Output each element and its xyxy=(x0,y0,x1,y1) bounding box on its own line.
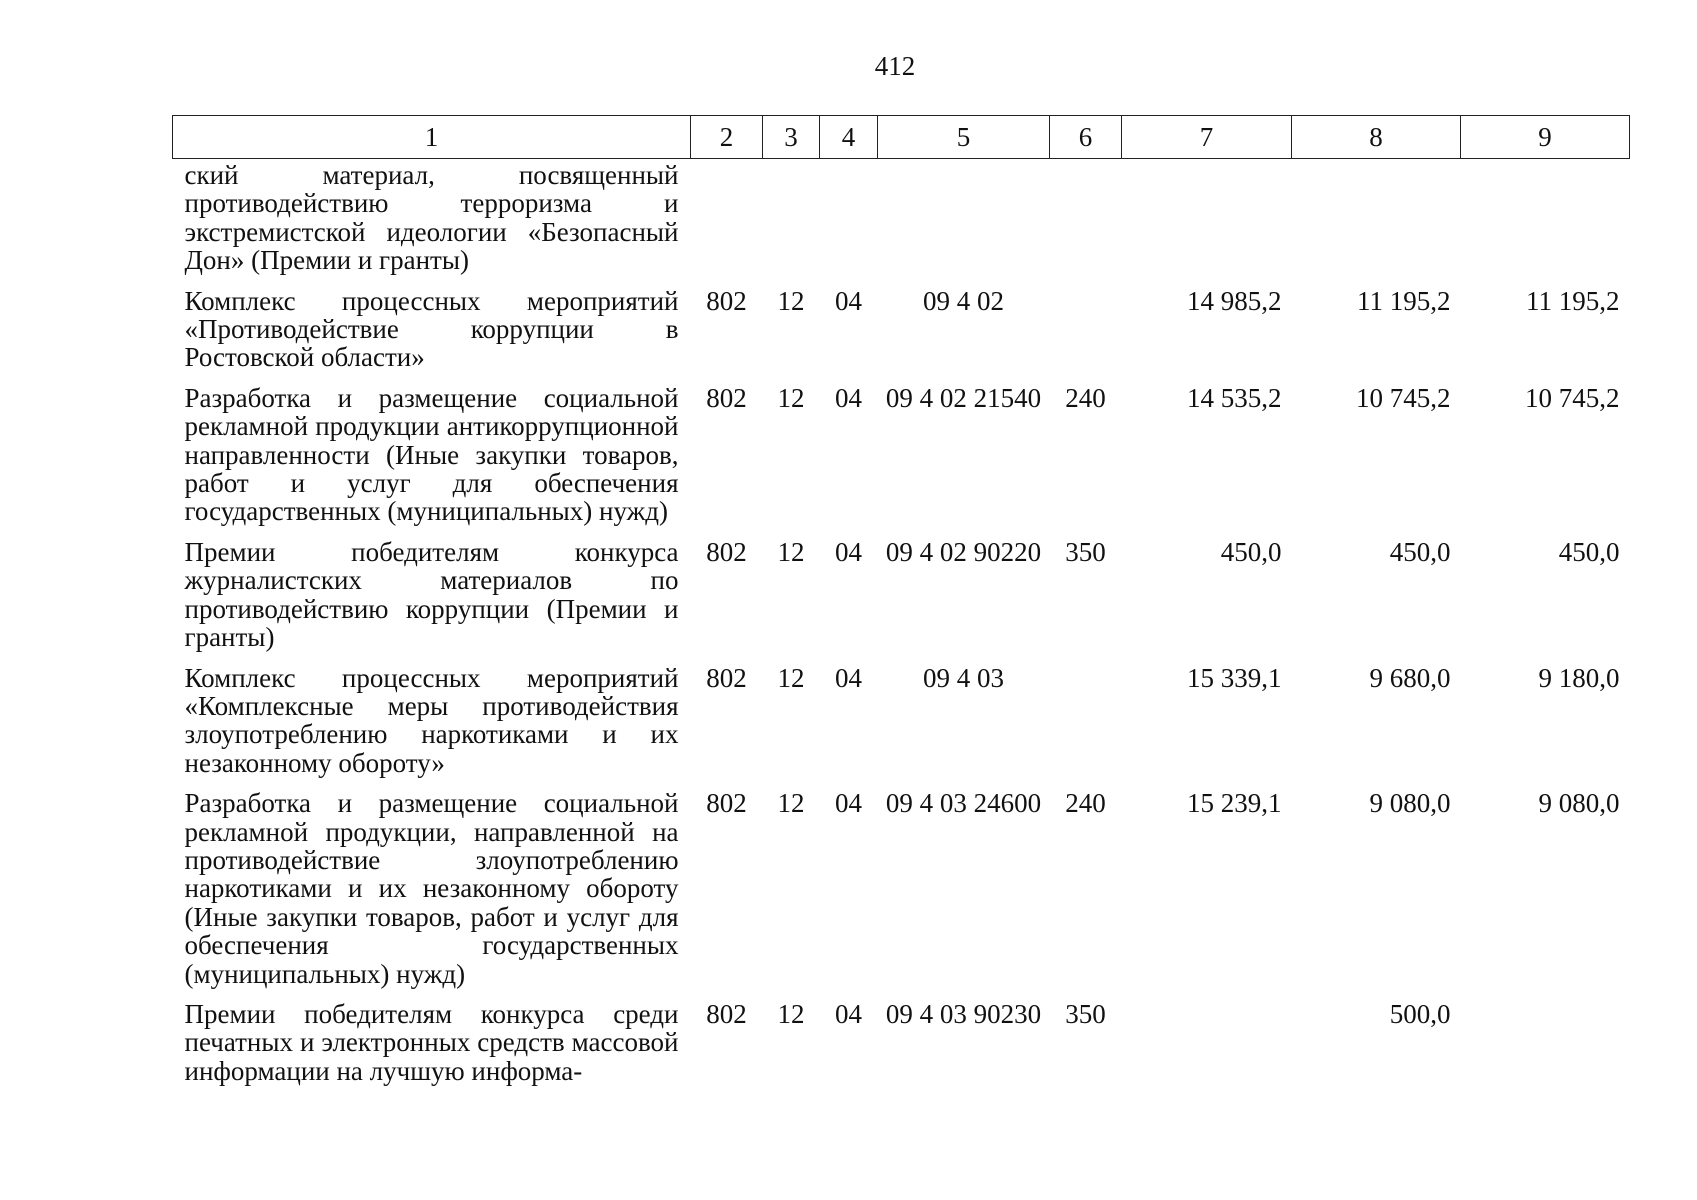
header-col-2: 2 xyxy=(691,116,763,159)
cell-section: 12 xyxy=(777,662,805,693)
cell-amount-col7: 450,0 xyxy=(1220,536,1282,567)
page-number: 412 xyxy=(874,51,916,81)
cell-subsection: 04 xyxy=(835,788,862,819)
cell-ministry-code: 802 xyxy=(706,662,747,693)
cell-subsection: 04 xyxy=(835,382,862,413)
header-col-8: 8 xyxy=(1292,116,1461,159)
cell-ministry-code: 802 xyxy=(706,788,747,819)
cell-expense-type: 350 xyxy=(1065,536,1106,567)
cell-amount-col8: 10 745,2 xyxy=(1356,382,1451,413)
table-body xyxy=(173,159,1630,1098)
row-description: Разработка и размещение социальной рекламной продукции антикоррупционной направленности (Иные закупки товаров, работ и услуг для обеспечения государственных (муниципальных) нужд) xyxy=(184,382,679,527)
header-col-3: 3 xyxy=(763,116,820,159)
cell-subsection: 04 xyxy=(835,536,862,567)
cell-section: 12 xyxy=(777,382,805,413)
cell-target-article: 09 4 02 21540 xyxy=(885,382,1042,413)
table-row xyxy=(173,538,1630,664)
header-col-4: 4 xyxy=(820,116,878,159)
cell-amount-col9 xyxy=(1461,1000,1630,1097)
cell-amount-col8: 9 680,0 xyxy=(1369,662,1451,693)
cell-ministry-code: 802 xyxy=(706,536,747,567)
table-row xyxy=(173,287,1630,384)
table-row xyxy=(173,789,1630,1000)
cell-amount-col9: 11 195,2 xyxy=(1526,285,1620,316)
header-col-6: 6 xyxy=(1050,116,1122,159)
table-row xyxy=(173,664,1630,790)
row-description: Комплекс процессных мероприятий «Комплексные меры противодействия злоупотреблению наркотиками и их незаконному обороту» xyxy=(184,662,679,778)
row-description: ский материал, посвященный противодействию терроризма и экстремистской идеологии «Безопасный Дон» (Премии и гранты) xyxy=(184,160,679,276)
table-row xyxy=(173,1000,1630,1097)
budget-table xyxy=(172,115,1630,1097)
cell-subsection xyxy=(820,159,878,287)
cell-section: 12 xyxy=(777,285,805,316)
cell-section: 12 xyxy=(777,788,805,819)
header-col-1: 1 xyxy=(173,116,691,159)
cell-amount-col7 xyxy=(1122,1000,1292,1097)
row-description: Разработка и размещение социальной рекламной продукции, направленной на противодействие злоупотреблению наркотиками и их незаконному обороту (Иные закупки товаров, работ и услуг для обеспечения государственных (муниципальных) нужд) xyxy=(184,788,679,989)
cell-expense-type: 240 xyxy=(1065,382,1106,413)
header-col-9: 9 xyxy=(1461,116,1630,159)
row-description: Премии победителям конкурса журналистских материалов по противодействию коррупции (Премии и гранты) xyxy=(184,536,679,653)
cell-ministry-code: 802 xyxy=(706,998,747,1029)
cell-expense-type: 240 xyxy=(1065,788,1106,819)
cell-section xyxy=(763,159,820,287)
cell-amount-col8: 500,0 xyxy=(1389,998,1451,1029)
cell-amount-col8: 9 080,0 xyxy=(1369,788,1451,819)
header-col-7: 7 xyxy=(1122,116,1292,159)
table-header xyxy=(173,116,1630,159)
cell-amount-col7: 14 985,2 xyxy=(1187,285,1282,316)
cell-amount-col7: 14 535,2 xyxy=(1187,382,1282,413)
cell-target-article: 09 4 03 24600 xyxy=(885,788,1042,819)
cell-subsection: 04 xyxy=(835,285,862,316)
cell-amount-col9: 9 080,0 xyxy=(1538,788,1620,819)
cell-expense-type xyxy=(1050,664,1122,790)
table-row xyxy=(173,159,1630,287)
cell-target-article: 09 4 02 90220 xyxy=(885,536,1042,567)
cell-amount-col7: 15 339,1 xyxy=(1187,662,1282,693)
cell-amount-col8: 450,0 xyxy=(1389,536,1451,567)
cell-target-article: 09 4 03 90230 xyxy=(885,998,1042,1029)
row-description: Премии победителям конкурса среди печатных и электронных средств массовой информации на лучшую информа- xyxy=(184,998,679,1086)
cell-expense-type xyxy=(1050,287,1122,384)
table-row xyxy=(173,384,1630,538)
cell-section: 12 xyxy=(777,998,805,1029)
cell-amount-col9: 450,0 xyxy=(1558,536,1620,567)
cell-ministry-code xyxy=(691,159,763,287)
cell-ministry-code: 802 xyxy=(706,382,747,413)
cell-target-article xyxy=(878,159,1050,287)
cell-amount-col9: 10 745,2 xyxy=(1525,382,1620,413)
cell-expense-type xyxy=(1050,159,1122,287)
cell-expense-type: 350 xyxy=(1065,998,1106,1029)
cell-amount-col9 xyxy=(1461,159,1630,287)
cell-section: 12 xyxy=(777,536,805,567)
row-description: Комплекс процессных мероприятий «Противодействие коррупции в Ростовской области» xyxy=(184,285,679,373)
cell-amount-col9: 9 180,0 xyxy=(1538,662,1620,693)
cell-amount-col8 xyxy=(1292,159,1461,287)
cell-target-article: 09 4 03 xyxy=(923,662,1004,693)
header-row xyxy=(173,116,1630,159)
cell-subsection: 04 xyxy=(835,998,862,1029)
cell-ministry-code: 802 xyxy=(706,285,747,316)
cell-subsection: 04 xyxy=(835,662,862,693)
cell-amount-col7: 15 239,1 xyxy=(1187,788,1282,819)
cell-amount-col7 xyxy=(1122,159,1292,287)
header-col-5: 5 xyxy=(878,116,1050,159)
cell-target-article: 09 4 02 xyxy=(923,285,1004,316)
cell-amount-col8: 11 195,2 xyxy=(1357,285,1451,316)
